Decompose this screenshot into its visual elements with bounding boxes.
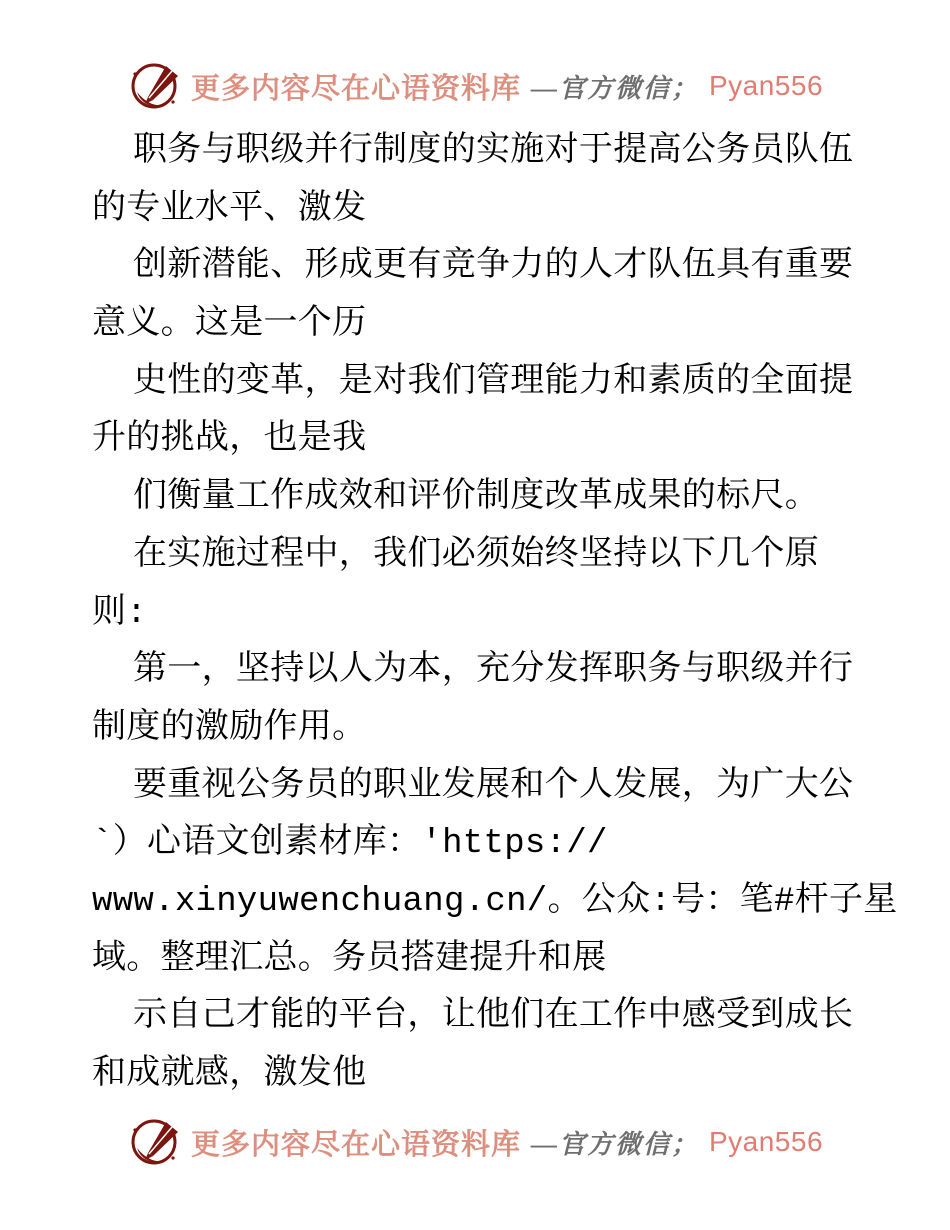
text-line: 史性的变革，是对我们管理能力和素质的全面提 (133, 363, 854, 402)
text-line: 域。整理汇总。务员搭建提升和展 (92, 940, 607, 979)
watermark-label: —官方微信； (530, 73, 699, 103)
text-line: 制度的激励作用。 (92, 709, 367, 748)
pen-swirl-logo-icon (127, 1116, 181, 1168)
footer-watermark (0, 1116, 950, 1168)
text-line: www.xinyuwenchuang.cn/。公众:号：笔#杆子星 (92, 882, 898, 921)
text-line: 在实施过程中，我们必须始终坚持以下几个原 (133, 536, 819, 575)
text-line: 示自己才能的平台，让他们在工作中感受到成长 (133, 998, 854, 1037)
text-line: 和成就感，激发他 (92, 1056, 367, 1094)
text-line: 意义。这是一个历 (92, 306, 367, 345)
watermark-label: —官方微信； (530, 1129, 699, 1159)
header-watermark (0, 60, 950, 112)
pen-swirl-logo-icon (127, 60, 181, 112)
text-line: 则: (92, 594, 148, 633)
text-line: 创新潜能、形成更有竞争力的人才队伍具有重要 (133, 248, 854, 287)
text-line: 要重视公务员的职业发展和个人发展，为广大公 (133, 767, 854, 806)
text-line: 们衡量工作成效和评价制度改革成果的标尺。 (133, 479, 819, 518)
watermark-text: 更多内容尽在心语资料库 (190, 1128, 521, 1161)
text-line: 第一，坚持以人为本，充分发挥职务与职级并行 (133, 652, 854, 691)
text-line: 的专业水平、激发 (92, 190, 367, 229)
text-line: 升的挑战，也是我 (92, 421, 367, 460)
text-line: 职务与职级并行制度的实施对于提高公务员队伍 (133, 133, 854, 171)
watermark-account: Pyan556 (708, 70, 824, 101)
watermark-account: Pyan556 (708, 1126, 824, 1157)
text-line: `）心语文创素材库：'https:// (92, 825, 608, 864)
document-text (92, 124, 898, 1105)
watermark-text: 更多内容尽在心语资料库 (190, 72, 521, 105)
